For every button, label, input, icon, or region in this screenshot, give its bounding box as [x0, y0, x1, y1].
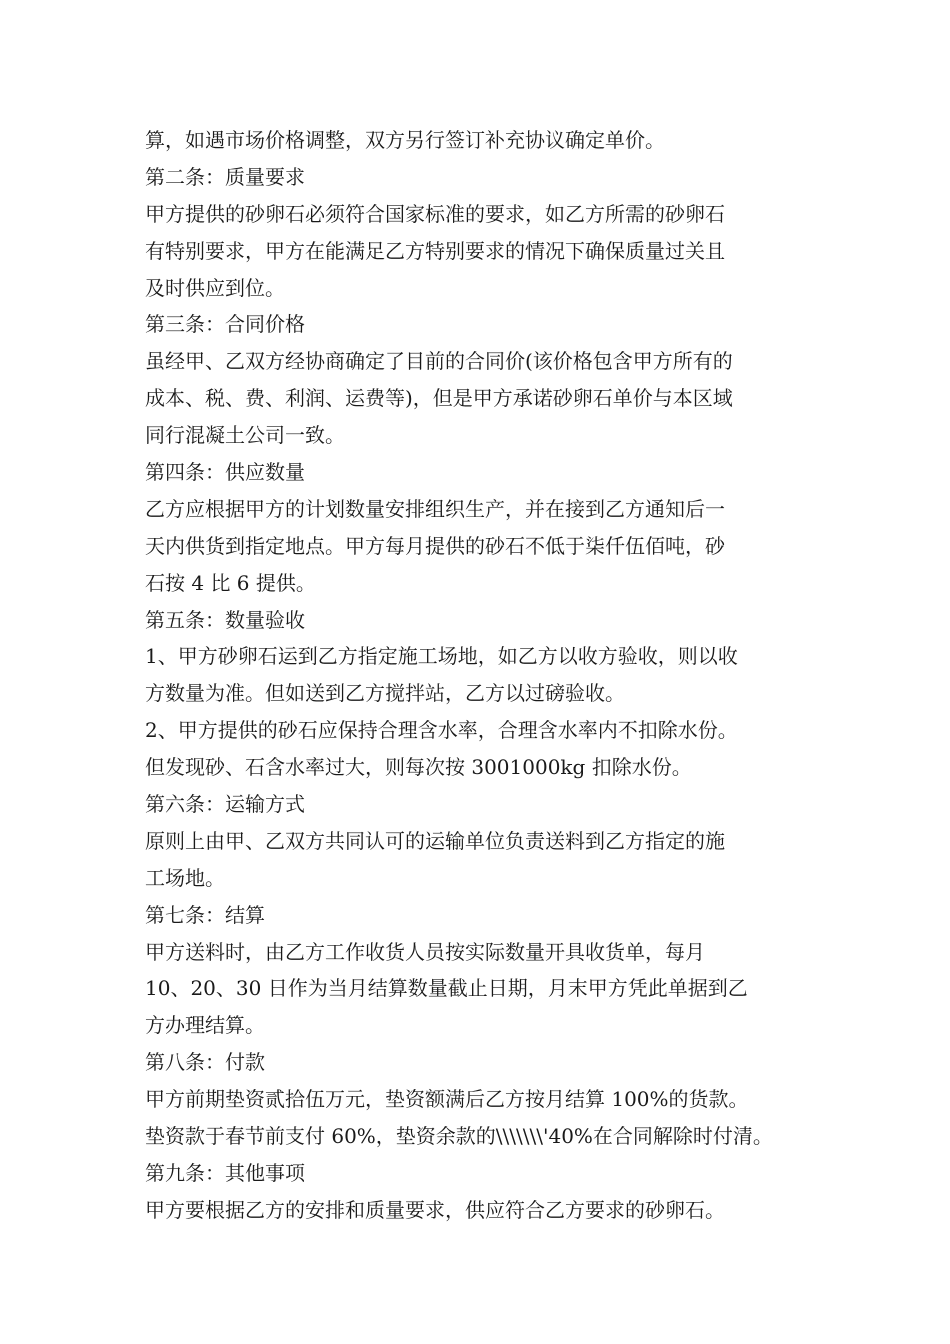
body-line: 及时供应到位。 [145, 275, 285, 300]
body-line: 天内供货到指定地点。甲方每月提供的砂石不低于柒仟伍佰吨，砂 [145, 533, 725, 558]
article-heading: 第九条：其他事项 [145, 1160, 305, 1185]
body-line: 虽经甲、乙双方经协商确定了目前的合同价(该价格包含甲方所有的 [145, 349, 733, 374]
body-line: 甲方送料时，由乙方工作收货人员按实际数量开具收货单，每月 [145, 939, 705, 964]
article-heading: 第二条：质量要求 [145, 164, 305, 189]
body-line: 工场地。 [145, 865, 225, 890]
article-heading: 第五条：数量验收 [145, 607, 305, 632]
body-line: 成本、税、费、利润、运费等)，但是甲方承诺砂卵石单价与本区域 [145, 386, 733, 411]
body-line: 石按 4 比 6 提供。 [145, 570, 316, 595]
body-line: 方数量为准。但如送到乙方搅拌站，乙方以过磅验收。 [145, 681, 625, 706]
body-line: 有特别要求，甲方在能满足乙方特别要求的情况下确保质量过关且 [145, 238, 725, 263]
body-line: 乙方应根据甲方的计划数量安排组织生产，并在接到乙方通知后一 [145, 496, 725, 521]
contract-body [145, 122, 825, 1229]
body-line: 算，如遇市场价格调整，双方另行签订补充协议确定单价。 [145, 128, 665, 152]
body-line: 垫资款于春节前支付 60%，垫资余款的\\\\\\\'40%在合同解除时付清。 [145, 1124, 773, 1149]
article-heading: 第三条：合同价格 [145, 312, 305, 337]
body-line: 原则上由甲、乙双方共同认可的运输单位负责送料到乙方指定的施 [145, 828, 725, 853]
article-heading: 第六条：运输方式 [145, 792, 305, 817]
body-line: 但发现砂、石含水率过大，则每次按 3001000kg 扣除水份。 [145, 755, 692, 780]
article-heading: 第四条：供应数量 [145, 460, 305, 485]
body-line: 方办理结算。 [145, 1013, 265, 1038]
article-heading: 第七条：结算 [145, 902, 265, 927]
article-heading: 第八条：付款 [145, 1050, 265, 1075]
body-line: 10、20、30 日作为当月结算数量截止日期，月末甲方凭此单据到乙 [145, 976, 748, 1001]
body-line: 1、甲方砂卵石运到乙方指定施工场地，如乙方以收方验收，则以收 [145, 644, 738, 669]
body-line: 甲方要根据乙方的安排和质量要求，供应符合乙方要求的砂卵石。 [145, 1197, 725, 1222]
body-line: 同行混凝土公司一致。 [145, 423, 345, 448]
body-line: 甲方提供的砂卵石必须符合国家标准的要求，如乙方所需的砂卵石 [145, 201, 725, 226]
body-line: 甲方前期垫资贰拾伍万元，垫资额满后乙方按月结算 100%的货款。 [145, 1087, 749, 1112]
body-line: 2、甲方提供的砂石应保持合理含水率，合理含水率内不扣除水份。 [145, 718, 738, 743]
